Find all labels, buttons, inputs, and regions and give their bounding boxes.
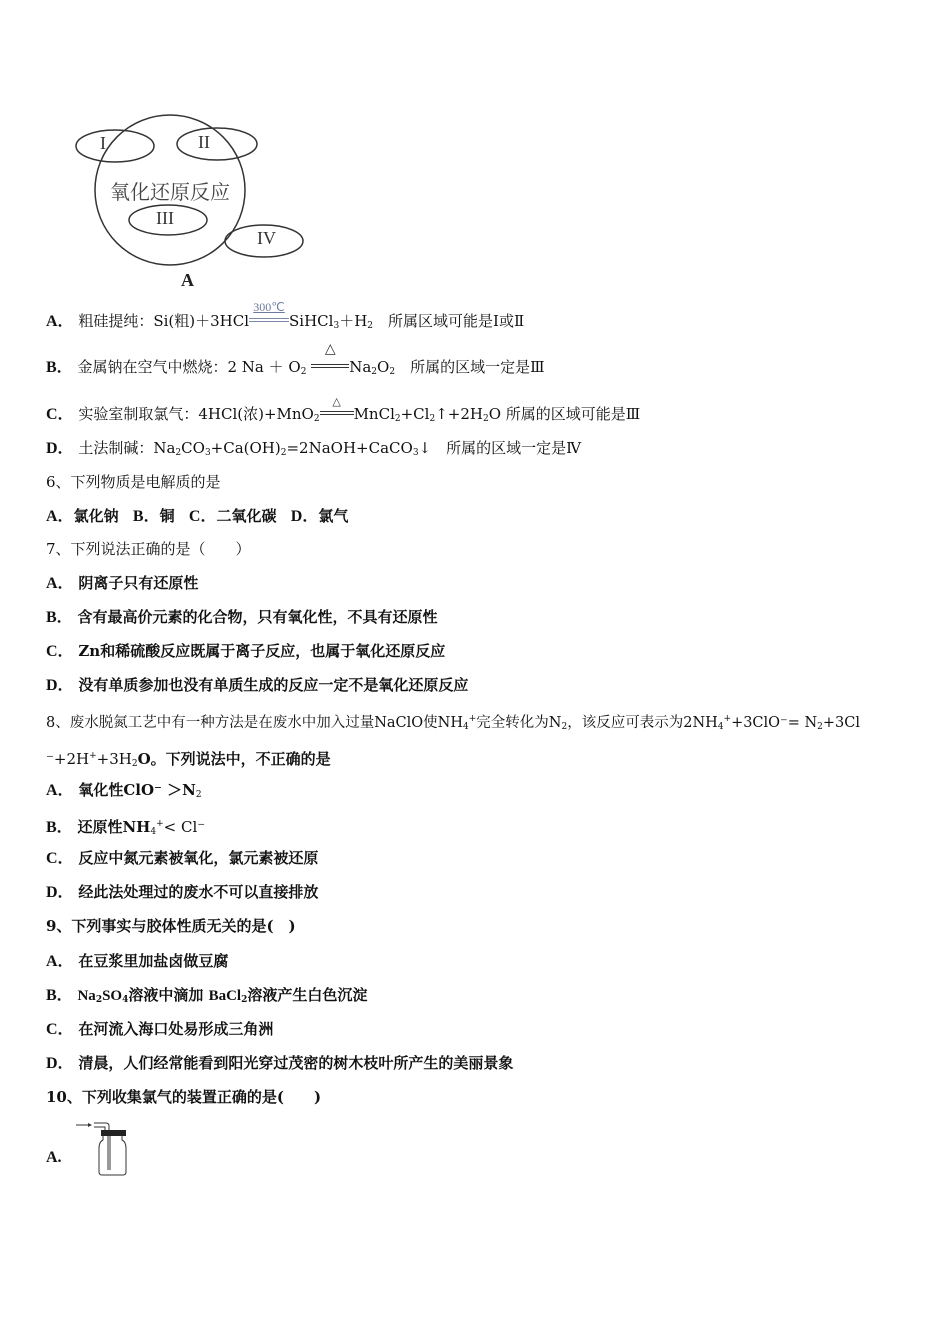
option-text: 铜 bbox=[159, 507, 175, 525]
superscript: + bbox=[156, 819, 164, 829]
subscript: 4 bbox=[717, 722, 724, 732]
option-label: A． bbox=[46, 313, 74, 330]
question-6-stem: 6、下列物质是电解质的是 bbox=[46, 473, 221, 491]
subscript: 2 bbox=[241, 995, 248, 1005]
option-text: 氯气 bbox=[318, 507, 349, 525]
subscript: 4 bbox=[150, 827, 157, 837]
stem-text: ，该反应可表示为2NH bbox=[567, 715, 718, 731]
stem-text: +3ClO⁻= N bbox=[731, 715, 818, 731]
reaction-condition bbox=[311, 341, 349, 377]
gas-collection-bottle-figure bbox=[74, 1118, 130, 1178]
reaction-condition bbox=[320, 395, 354, 424]
equation-reactants: 实验室制取氯气：4HCl(浓)+MnO bbox=[78, 405, 314, 423]
equation-reactants: 金属钠在空气中燃烧：2 Na ＋ O bbox=[77, 358, 301, 376]
q5-option-a bbox=[46, 300, 525, 336]
superscript: + bbox=[468, 714, 477, 724]
option-label: B． bbox=[132, 508, 160, 525]
option-label: C． bbox=[46, 406, 74, 423]
option-label: D． bbox=[46, 440, 74, 457]
subscript: 3 bbox=[333, 321, 340, 331]
option-label: C． bbox=[46, 643, 74, 660]
subscript: 4 bbox=[463, 722, 469, 732]
stem-text: O。下列说法中，不正确的是 bbox=[137, 750, 331, 768]
equation-product: ↑+2H bbox=[435, 405, 483, 423]
option-text: ↓ 所属的区域一定是Ⅳ bbox=[418, 439, 582, 457]
subscript: 2 bbox=[280, 448, 287, 458]
subscript: 2 bbox=[195, 790, 202, 800]
formula: SO bbox=[102, 988, 123, 1004]
equation-product: ＋H bbox=[339, 312, 368, 330]
option-label: B． bbox=[46, 819, 73, 836]
question-6-options bbox=[46, 506, 348, 527]
equation-text: CO bbox=[181, 439, 205, 457]
option-label: D． bbox=[46, 1055, 74, 1072]
q7-option-b bbox=[46, 607, 437, 628]
superscript: + bbox=[89, 751, 97, 761]
q8-option-d bbox=[46, 882, 318, 903]
equation-text: =2NaOH+CaCO bbox=[286, 439, 413, 457]
option-text: O 所属的区域可能是Ⅲ bbox=[488, 405, 641, 423]
option-text: 溶液产生白色沉淀 bbox=[247, 986, 368, 1004]
option-label: A． bbox=[46, 508, 74, 525]
option-label: A． bbox=[46, 953, 74, 970]
q7-option-c bbox=[46, 641, 445, 662]
equation-product: MnCl bbox=[353, 405, 395, 423]
diagram-caption: A bbox=[181, 270, 194, 290]
option-text: 没有单质参加也没有单质生成的反应一定不是氧化还原反应 bbox=[78, 676, 469, 694]
subscript: 2 bbox=[300, 367, 307, 377]
question-7-stem: 7、下列说法正确的是（ ） bbox=[46, 540, 251, 558]
superscript: + bbox=[723, 714, 732, 724]
option-text: Zn和稀硫酸反应既属于离子反应，也属于氧化还原反应 bbox=[78, 642, 446, 660]
option-text: 清晨，人们经常能看到阳光穿过茂密的树木枝叶所产生的美丽景象 bbox=[78, 1054, 514, 1072]
q9-option-d bbox=[46, 1053, 513, 1074]
q7-option-d bbox=[46, 675, 468, 696]
subscript: 2 bbox=[817, 722, 823, 732]
option-label: B． bbox=[46, 359, 73, 376]
option-text: 所属区域可能是Ⅰ或Ⅱ bbox=[373, 312, 525, 330]
question-9-stem bbox=[46, 916, 296, 936]
equation-product: +Cl bbox=[400, 405, 430, 423]
option-text: 所属的区域一定是Ⅲ bbox=[395, 358, 545, 376]
q8-option-b bbox=[46, 814, 205, 842]
option-text: 在河流入海口处易形成三角洲 bbox=[78, 1020, 274, 1038]
option-text: 氧化性ClO⁻ ＞N bbox=[78, 781, 196, 799]
option-text: 溶液中滴加 bbox=[128, 986, 209, 1004]
subscript: 3 bbox=[204, 448, 211, 458]
option-label: C． bbox=[46, 850, 74, 867]
option-label: C． bbox=[188, 508, 217, 525]
question-8-stem-continued bbox=[46, 746, 331, 774]
option-text: 在豆浆里加盐卤做豆腐 bbox=[78, 952, 229, 970]
option-label: A． bbox=[46, 575, 74, 592]
option-label: B． bbox=[46, 609, 73, 626]
subscript: 2 bbox=[175, 448, 182, 458]
stem-text: +3Cl bbox=[822, 715, 860, 731]
venn-diagram bbox=[60, 100, 320, 300]
option-text: 还原性NH bbox=[77, 818, 151, 836]
option-text: 含有最高价元素的化合物，只有氧化性，不具有还原性 bbox=[77, 608, 438, 626]
stem-text: 9、下列事实与胶体性质无关的是( ) bbox=[46, 917, 296, 935]
q9-option-a bbox=[46, 951, 228, 972]
q7-option-a bbox=[46, 573, 198, 594]
equals-sign bbox=[311, 364, 349, 368]
gas-bottle-icon bbox=[74, 1118, 130, 1178]
subscript: 2 bbox=[394, 414, 401, 424]
subscript: 2 bbox=[482, 414, 489, 424]
stem-text: 10、下列收集氯气的装置正确的是( ) bbox=[46, 1088, 322, 1106]
option-text: 经此法处理过的废水不可以直接排放 bbox=[78, 883, 319, 901]
option-label: B． bbox=[46, 987, 73, 1004]
option-text: < Cl⁻ bbox=[163, 818, 206, 836]
region-label-2: II bbox=[198, 132, 210, 152]
q9-option-c bbox=[46, 1019, 273, 1040]
subscript: 2 bbox=[429, 414, 436, 424]
heat-symbol: △ bbox=[332, 395, 341, 408]
subscript: 4 bbox=[122, 995, 129, 1005]
region-label-1: I bbox=[100, 133, 106, 153]
subscript: 2 bbox=[371, 367, 378, 377]
stem-text: ⁻+2H bbox=[46, 750, 90, 768]
subscript: 2 bbox=[313, 414, 320, 424]
subscript: 2 bbox=[367, 321, 374, 331]
option-label: C． bbox=[46, 1021, 74, 1038]
region-label-4: IV bbox=[257, 228, 276, 248]
subscript: 3 bbox=[412, 448, 419, 458]
option-label: D． bbox=[46, 884, 74, 901]
equation-product: SiHCl bbox=[289, 312, 334, 330]
subscript: 2 bbox=[131, 759, 138, 769]
option-label: A. bbox=[46, 1149, 62, 1166]
q5-option-c bbox=[46, 395, 641, 429]
diagram-center-label: 氧化还原反应 bbox=[110, 180, 230, 204]
equation-product: Na bbox=[349, 358, 372, 376]
equation-text: +Ca(OH) bbox=[210, 439, 281, 457]
q8-option-a bbox=[46, 780, 202, 805]
option-text: 氯化钠 bbox=[73, 507, 119, 525]
option-label: D． bbox=[290, 508, 319, 525]
q9-option-b bbox=[46, 985, 367, 1010]
temperature-condition: 300℃ bbox=[253, 300, 285, 314]
option-text: 阴离子只有还原性 bbox=[78, 574, 199, 592]
equation-text: 土法制碱：Na bbox=[78, 439, 176, 457]
formula: Na bbox=[77, 988, 96, 1004]
stem-text: +3H bbox=[96, 750, 132, 768]
option-label: A． bbox=[46, 782, 74, 799]
region-label-3: III bbox=[156, 208, 174, 228]
subscript: 2 bbox=[95, 995, 103, 1005]
formula: BaCl bbox=[208, 988, 242, 1004]
equation-reactants: 粗硅提纯：Si(粗)＋3HCl bbox=[78, 312, 250, 330]
q10-option-a bbox=[46, 1147, 62, 1168]
reaction-condition bbox=[249, 300, 289, 331]
question-8-stem bbox=[46, 709, 860, 737]
stem-text: 完全转化为N bbox=[476, 715, 562, 731]
option-text: 二氧化碳 bbox=[216, 507, 277, 525]
option-label: D． bbox=[46, 677, 74, 694]
q5-option-d bbox=[46, 438, 581, 463]
equals-sign bbox=[249, 318, 289, 322]
subscript: 2 bbox=[561, 722, 568, 732]
option-text: 反应中氮元素被氧化，氯元素被还原 bbox=[78, 849, 319, 867]
subscript: 2 bbox=[389, 367, 396, 377]
stem-text: 8、废水脱氮工艺中有一种方法是在废水中加入过量NaClO使NH bbox=[46, 715, 464, 731]
equation-product: O bbox=[377, 358, 390, 376]
q5-option-b bbox=[46, 341, 545, 382]
question-10-stem bbox=[46, 1087, 321, 1107]
heat-symbol: △ bbox=[324, 341, 336, 357]
q8-option-c bbox=[46, 848, 318, 869]
